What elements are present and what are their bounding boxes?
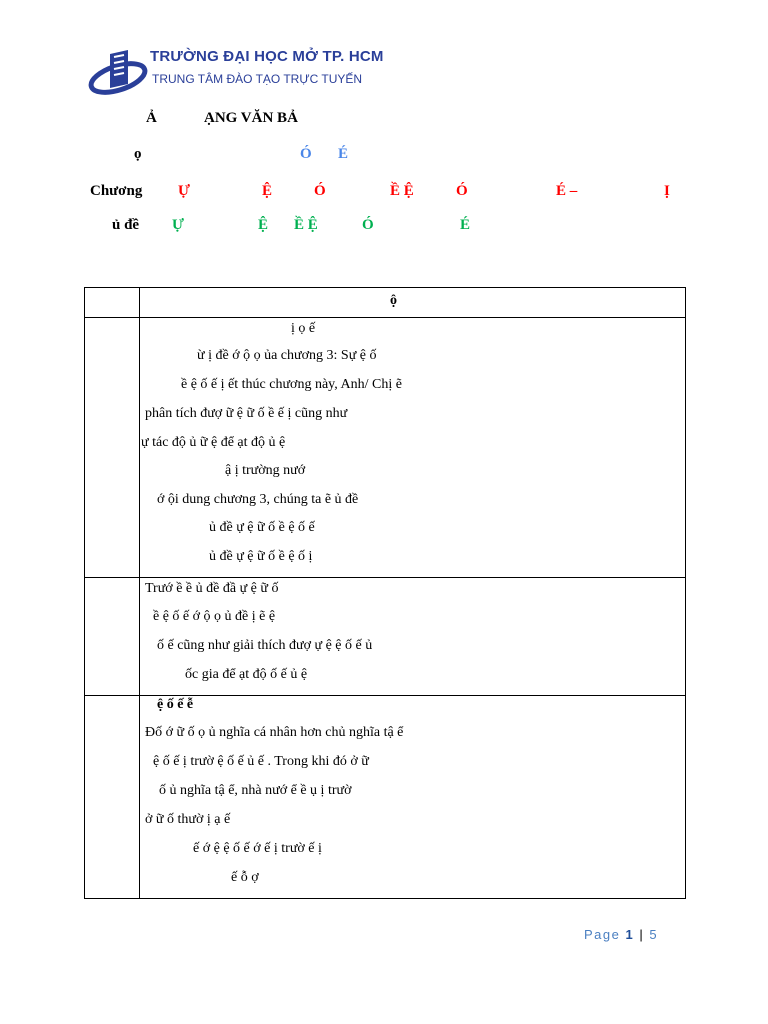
topic-label: ủ đề	[112, 217, 140, 233]
row-text-line: ừ ị đề ớ ộ ọ ủa chương 3: Sự ệ ố	[197, 348, 377, 363]
university-logo	[88, 44, 384, 100]
row-text-line: ố ế cũng như giải thích đượ ự ệ ệ ố ế ủ	[157, 638, 373, 653]
row-text-line: ị ọ ế	[291, 321, 316, 336]
row-heading: ệ ố ế ễ	[157, 697, 194, 712]
topic-part: Ệ	[258, 217, 269, 233]
row-text-line: ủ đề ự ệ ữ ố ề ệ ố ị	[209, 549, 313, 564]
chapter-part: Ự	[178, 183, 190, 199]
chapter-part: Ề Ệ	[390, 183, 414, 199]
row-text-line: ự tác độ ủ ữ ệ để ạt độ ủ ệ	[141, 435, 286, 450]
subject-part-2: É	[338, 146, 349, 162]
row-text-line: ớ ội dung chương 3, chúng ta ẽ ủ đề	[157, 492, 359, 507]
topic-part: É	[460, 217, 471, 233]
row-text-line: ề ệ ố ế ị ết thúc chương này, Anh/ Chị ẽ	[181, 377, 402, 392]
row-text-line: ề ệ ố ế ớ ộ ọ ủ đề ị ẽ ệ	[153, 609, 276, 624]
subject-label: ọ	[134, 146, 142, 162]
row-text-line: ậ ị trường nướ	[225, 463, 306, 478]
chapter-label: Chương	[90, 183, 143, 199]
title-part-b: ẠNG VĂN BẢ	[204, 110, 298, 126]
page-separator: |	[634, 927, 650, 942]
book-emblem-icon	[88, 44, 150, 100]
total-pages: 5	[649, 927, 659, 942]
row-text-line: phân tích đượ ữ ệ ữ ố ề ế ị cũng như	[145, 406, 348, 421]
row-text-line: Trướ ề ề ủ đề đầ ự ệ ữ ố	[145, 581, 279, 596]
subject-part-1: Ó	[300, 146, 312, 162]
row-text-line: ế ỗ ợ	[231, 870, 259, 885]
page-label: Page	[584, 927, 621, 942]
table-row-divider	[85, 577, 685, 578]
chapter-part: É –	[556, 183, 578, 199]
topic-part: Ề Ệ	[294, 217, 318, 233]
chapter-part: Ị	[664, 183, 670, 199]
row-text-line: ệ ố ế ị trườ ệ ố ế ủ ế . Trong khi đó ở ữ	[153, 754, 369, 769]
chapter-part: Ệ	[262, 183, 273, 199]
row-text-line: Đố ớ ữ ố ọ ủ nghĩa cá nhân hơn chủ nghĩa tậ ể	[145, 725, 404, 740]
row-text-line: ố ủ nghĩa tậ ể, nhà nướ ể ề ụ ị trườ	[159, 783, 352, 798]
chapter-part: Ó	[456, 183, 468, 199]
title-part-a: Ả	[146, 110, 157, 126]
row-text-line: ở ữ ố thườ ị ạ ế	[145, 812, 231, 827]
row-text-line: ế ớ ệ ệ ố ế ớ ế ị trườ ế ị	[193, 841, 322, 856]
content-table	[84, 287, 686, 899]
table-row-divider	[85, 317, 685, 318]
row-text-line: ốc gia để ạt độ ố ế ủ ệ	[185, 667, 308, 682]
topic-part: Ự	[172, 217, 184, 233]
logo-center-name: TRUNG TÂM ĐÀO TẠO TRỰC TUYẾN	[152, 72, 363, 86]
table-row-divider	[85, 695, 685, 696]
logo-university-name: TRƯỜNG ĐẠI HỌC MỞ TP. HCM	[150, 48, 384, 65]
table-column-divider	[139, 288, 140, 898]
chapter-part: Ó	[314, 183, 326, 199]
topic-part: Ó	[362, 217, 374, 233]
page-number	[584, 927, 658, 942]
row-text-line: ủ đề ự ệ ữ ố ề ệ ố ế	[209, 520, 315, 535]
current-page: 1	[625, 927, 635, 942]
table-header-cell: ộ	[390, 293, 397, 308]
